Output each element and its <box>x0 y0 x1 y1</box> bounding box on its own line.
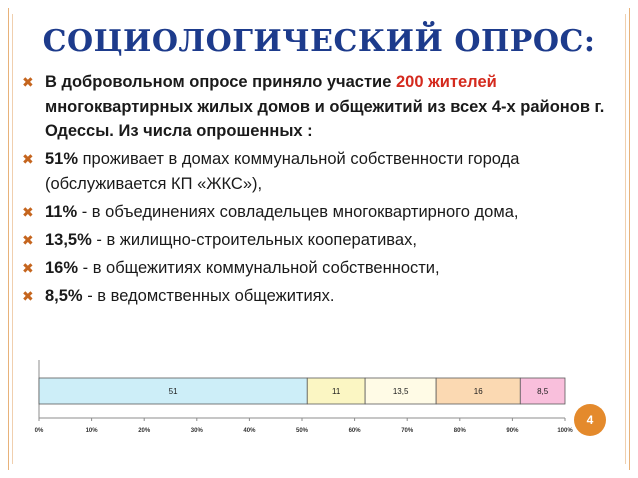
bullet-text: - в ведомственных общежитиях. <box>82 286 335 305</box>
x-tick-label: 0% <box>34 428 44 434</box>
x-tick-label: 70% <box>401 428 414 434</box>
bullet-dormitories <box>20 256 620 281</box>
bullet-municipal <box>20 147 620 196</box>
bullet-cooperatives <box>20 228 620 253</box>
participants-highlight: 200 жителей <box>395 73 497 91</box>
bullet-departmental <box>20 284 620 309</box>
x-tick-label: 30% <box>190 428 203 434</box>
data-label-5: 8,5 <box>537 387 549 396</box>
bullet-text: проживает в домах коммунальной собственности города (обслуживается КП «ЖКС»), <box>45 150 520 193</box>
bullet-intro <box>20 70 620 144</box>
bullet-text: - в жилищно-строительных кооперативах, <box>91 230 417 249</box>
percent-value: 8,5% <box>45 286 83 305</box>
chart-svg <box>29 356 605 468</box>
cross-mark-icon: ✖ <box>22 287 34 304</box>
data-label-1: 51 <box>168 387 178 396</box>
x-tick-label: 90% <box>506 428 519 434</box>
stacked-bar-chart <box>29 356 605 468</box>
bullet-text: - в общежитиях коммунальной собственности, <box>78 258 440 277</box>
data-label-3: 13,5 <box>392 387 409 396</box>
x-tick-label: 50% <box>295 428 309 434</box>
x-tick-label: 80% <box>453 428 466 434</box>
slide-frame-right-inner-line <box>625 14 626 464</box>
x-tick-label: 100% <box>557 428 573 434</box>
slide-frame-right-line <box>629 8 630 470</box>
percent-value: 16% <box>45 258 79 277</box>
percent-value: 11% <box>45 202 78 221</box>
percent-value: 13,5% <box>45 230 92 249</box>
bullet-text: - в объединениях совладельцев многоквартирного дома, <box>77 202 519 221</box>
cross-mark-icon: ✖ <box>22 203 34 220</box>
slide-frame-left-line <box>8 8 9 470</box>
data-label-4: 16 <box>473 387 483 396</box>
x-tick-label: 20% <box>138 428 151 434</box>
x-tick-label: 60% <box>348 428 361 434</box>
data-label-2: 11 <box>332 387 341 396</box>
cross-mark-icon: ✖ <box>22 259 34 276</box>
x-tick-label: 10% <box>85 428 98 434</box>
bullet-list <box>20 70 620 312</box>
x-tick-label: 40% <box>243 428 256 434</box>
cross-mark-icon: ✖ <box>22 74 34 90</box>
page-number-badge: 4 <box>574 404 606 436</box>
intro-rest-text: многоквартирных жилых домов и общежитий из всех 4-х районов г. Одессы. Из числа опрошенных : <box>45 97 605 140</box>
cross-mark-icon: ✖ <box>22 231 34 248</box>
intro-text: В добровольном опросе приняло участие <box>45 73 396 91</box>
cross-mark-icon: ✖ <box>22 151 34 167</box>
percent-value: 51% <box>45 150 79 168</box>
bullet-osmd <box>20 200 620 225</box>
slide-frame-left-inner-line <box>12 14 13 464</box>
slide-title: СОЦИОЛОГИЧЕСКИЙ ОПРОС: <box>42 24 596 59</box>
